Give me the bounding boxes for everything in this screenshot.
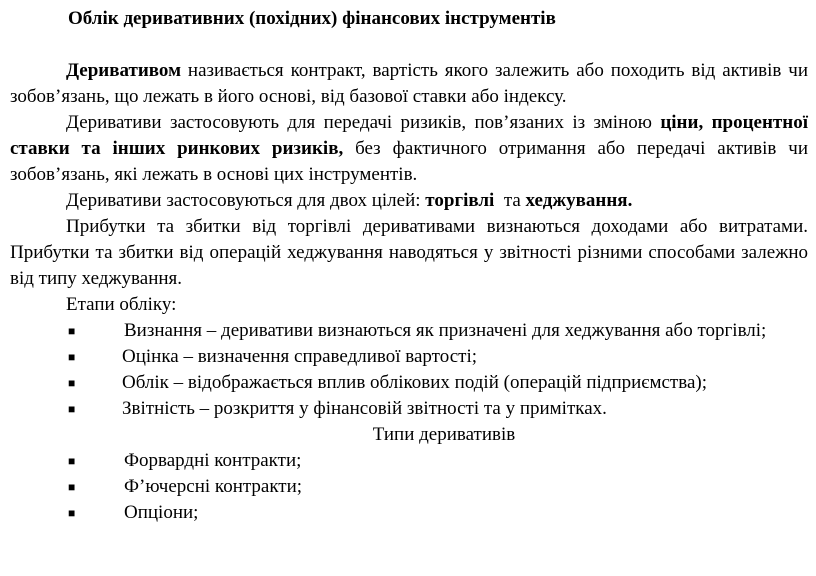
bullet-square-icon: ■ (68, 376, 76, 390)
bullet-square-icon: ■ (68, 454, 76, 468)
paragraph-purposes (10, 188, 808, 214)
bullet-square-icon: ■ (68, 506, 76, 520)
paragraph-risk-transfer (10, 110, 808, 188)
purpose-hedging: хеджування. (525, 190, 633, 211)
bullet-square-icon: ■ (68, 324, 76, 338)
risk-types: ціни, процентної ставки та інших ринкових ризиків, (10, 112, 808, 159)
types-heading: Типи деривативів (372, 424, 516, 445)
paragraph-definition (10, 58, 808, 110)
types-list (10, 448, 808, 526)
list-item (10, 474, 808, 500)
list-item (10, 448, 808, 474)
term-derivative: Деривативом (66, 60, 182, 81)
type-text: Опціони; (124, 502, 199, 523)
list-item (10, 396, 808, 422)
list-item (10, 344, 808, 370)
stages-list (10, 318, 808, 422)
purposes-text: Деривативи застосовуються для двох цілей: (66, 190, 426, 211)
bullet-square-icon: ■ (68, 350, 76, 364)
list-item (10, 500, 808, 526)
bullet-square-icon: ■ (68, 480, 76, 494)
paragraph-gains-losses: Прибутки та збитки від торгівлі деривативами визнаються доходами або витратами. Прибутки та збитки від операцій хеджування наводяться у звітності різними способами залежно від типу хеджування. (10, 216, 808, 289)
purpose-trading: торгівлі (425, 190, 495, 211)
stage-text: Звітність – розкриття у фінансовій звітності та у примітках. (122, 398, 607, 419)
bullet-square-icon: ■ (68, 402, 76, 416)
stage-text: Облік – відображається вплив облікових подій (операцій підприємства); (122, 372, 707, 393)
stages-heading: Етапи обліку: (66, 294, 177, 315)
stage-text: Визнання – деривативи визнаються як призначені для хеджування або торгівлі; (124, 320, 767, 341)
list-item (10, 370, 808, 396)
type-text: Ф’ючерсні контракти; (124, 476, 303, 497)
risk-text-end: без фактичного отримання або передачі активів чи зобов’язань, які лежать в основі цих інструментів. (10, 138, 808, 185)
purposes-conjunction: та (494, 190, 526, 211)
document-page (10, 6, 808, 526)
list-item (10, 318, 808, 344)
type-text: Форвардні контракти; (124, 450, 302, 471)
risk-text-start: Деривативи застосовують для передачі ризиків, пов’язаних із зміною (66, 112, 661, 133)
document-title: Облік деривативних (похідних) фінансових інструментів (68, 8, 556, 29)
stage-text: Оцінка – визначення справедливої вартості; (122, 346, 477, 367)
definition-text: називається контракт, вартість якого залежить або походить від активів чи зобов’язань, що лежать в його основі, від базової ставки або індексу. (10, 60, 808, 107)
